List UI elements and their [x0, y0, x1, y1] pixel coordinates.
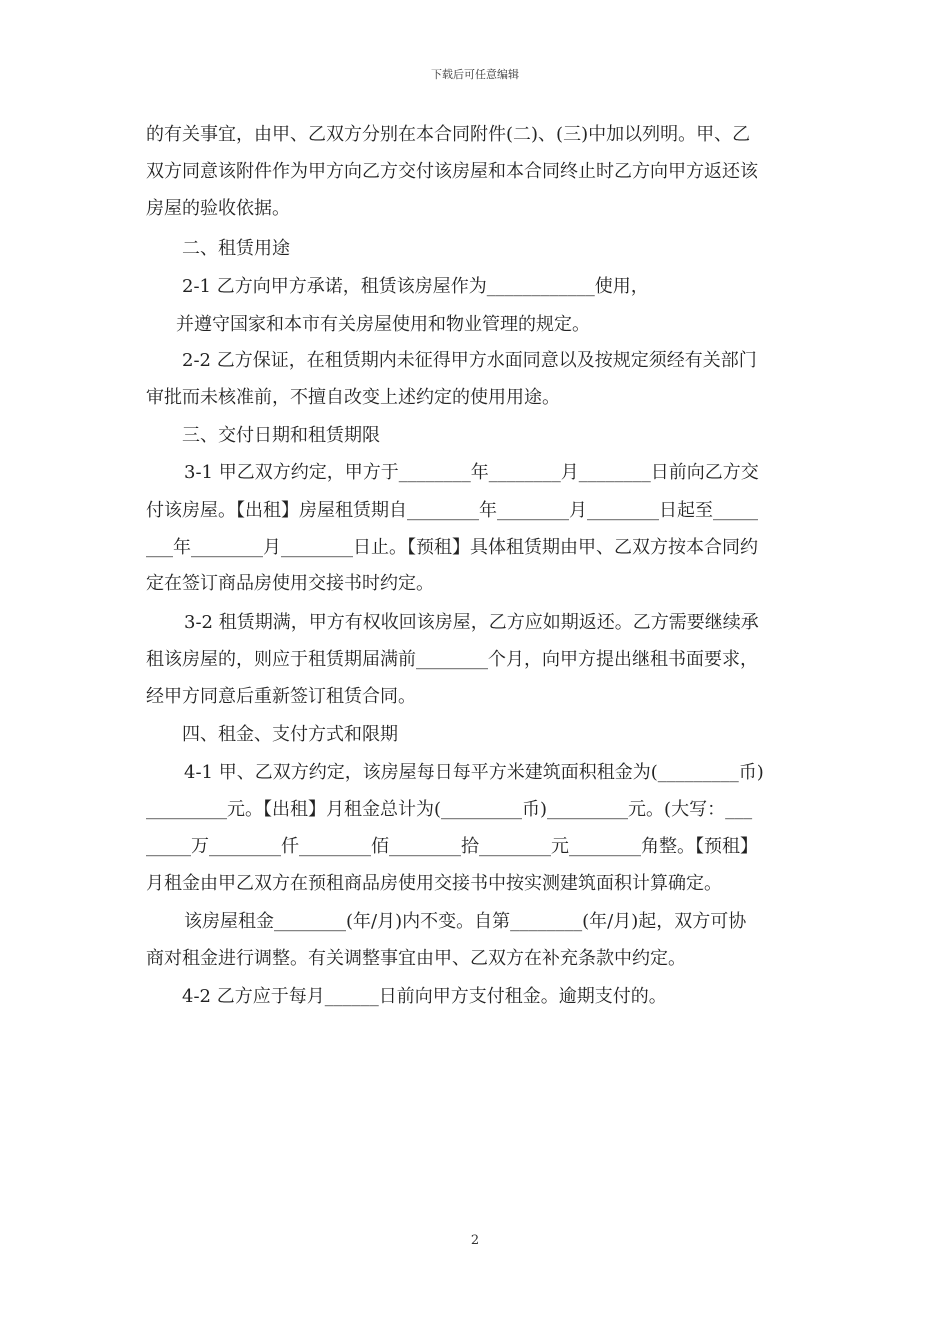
text-line: _____万________仟________佰________拾________元________角整。【预租】 — [146, 836, 758, 857]
text-line: 房屋的验收依据。 — [146, 198, 290, 219]
text-line: 4-1 甲、乙双方约定，该房屋每日每平方米建筑面积租金为(_________币) — [184, 762, 764, 783]
text-line: 的有关事宜，由甲、乙双方分别在本合同附件(二)、(三)中加以列明。甲、乙 — [146, 124, 751, 145]
text-line: _________元。【出租】月租金总计为(_________币)_________元。(大写：___ — [146, 799, 753, 820]
text-line: 付该房屋。【出租】房屋租赁期自________年________月________日起至_____ — [146, 500, 758, 521]
text-line: 4-2 乙方应于每月______日前向甲方支付租金。逾期支付的。 — [182, 986, 667, 1007]
text-line: 3-1 甲乙双方约定，甲方于________年________月________日前向乙方交 — [184, 462, 759, 483]
text-line: 双方同意该附件作为甲方向乙方交付该房屋和本合同终止时乙方向甲方返还该 — [146, 161, 758, 182]
text-line: 2-2 乙方保证，在租赁期内未征得甲方水面同意以及按规定须经有关部门 — [182, 350, 757, 371]
text-line: 商对租金进行调整。有关调整事宜由甲、乙双方在补充条款中约定。 — [146, 948, 686, 969]
text-line: 2-1 乙方向甲方承诺，租赁该房屋作为____________使用， — [182, 276, 649, 297]
text-line: 定在签订商品房使用交接书时约定。 — [146, 573, 434, 594]
text-line: 经甲方同意后重新签订租赁合同。 — [146, 686, 416, 707]
text-line: 并遵守国家和本市有关房屋使用和物业管理的规定。 — [176, 314, 590, 335]
page-number: 2 — [470, 1233, 480, 1248]
page-header: 下载后可任意编辑 — [431, 68, 519, 81]
text-line: 月租金由甲乙双方在预租商品房使用交接书中按实测建筑面积计算确定。 — [146, 873, 722, 894]
text-line: ___年________月________日止。【预租】具体租赁期由甲、乙双方按本合同约 — [146, 537, 758, 558]
text-line: 租该房屋的，则应于租赁期届满前________个月，向甲方提出继租书面要求， — [146, 649, 758, 670]
text-line: 该房屋租金________(年/月)内不变。自第________(年/月)起，双方可协 — [184, 911, 747, 932]
section-heading: 二、租赁用途 — [182, 238, 290, 259]
text-line: 3-2 租赁期满，甲方有权收回该房屋，乙方应如期返还。乙方需要继续承 — [184, 612, 759, 633]
section-heading: 四、租金、支付方式和限期 — [182, 724, 398, 745]
section-heading: 三、交付日期和租赁期限 — [182, 425, 380, 446]
text-line: 审批而未核准前，不擅自改变上述约定的使用用途。 — [146, 387, 560, 408]
